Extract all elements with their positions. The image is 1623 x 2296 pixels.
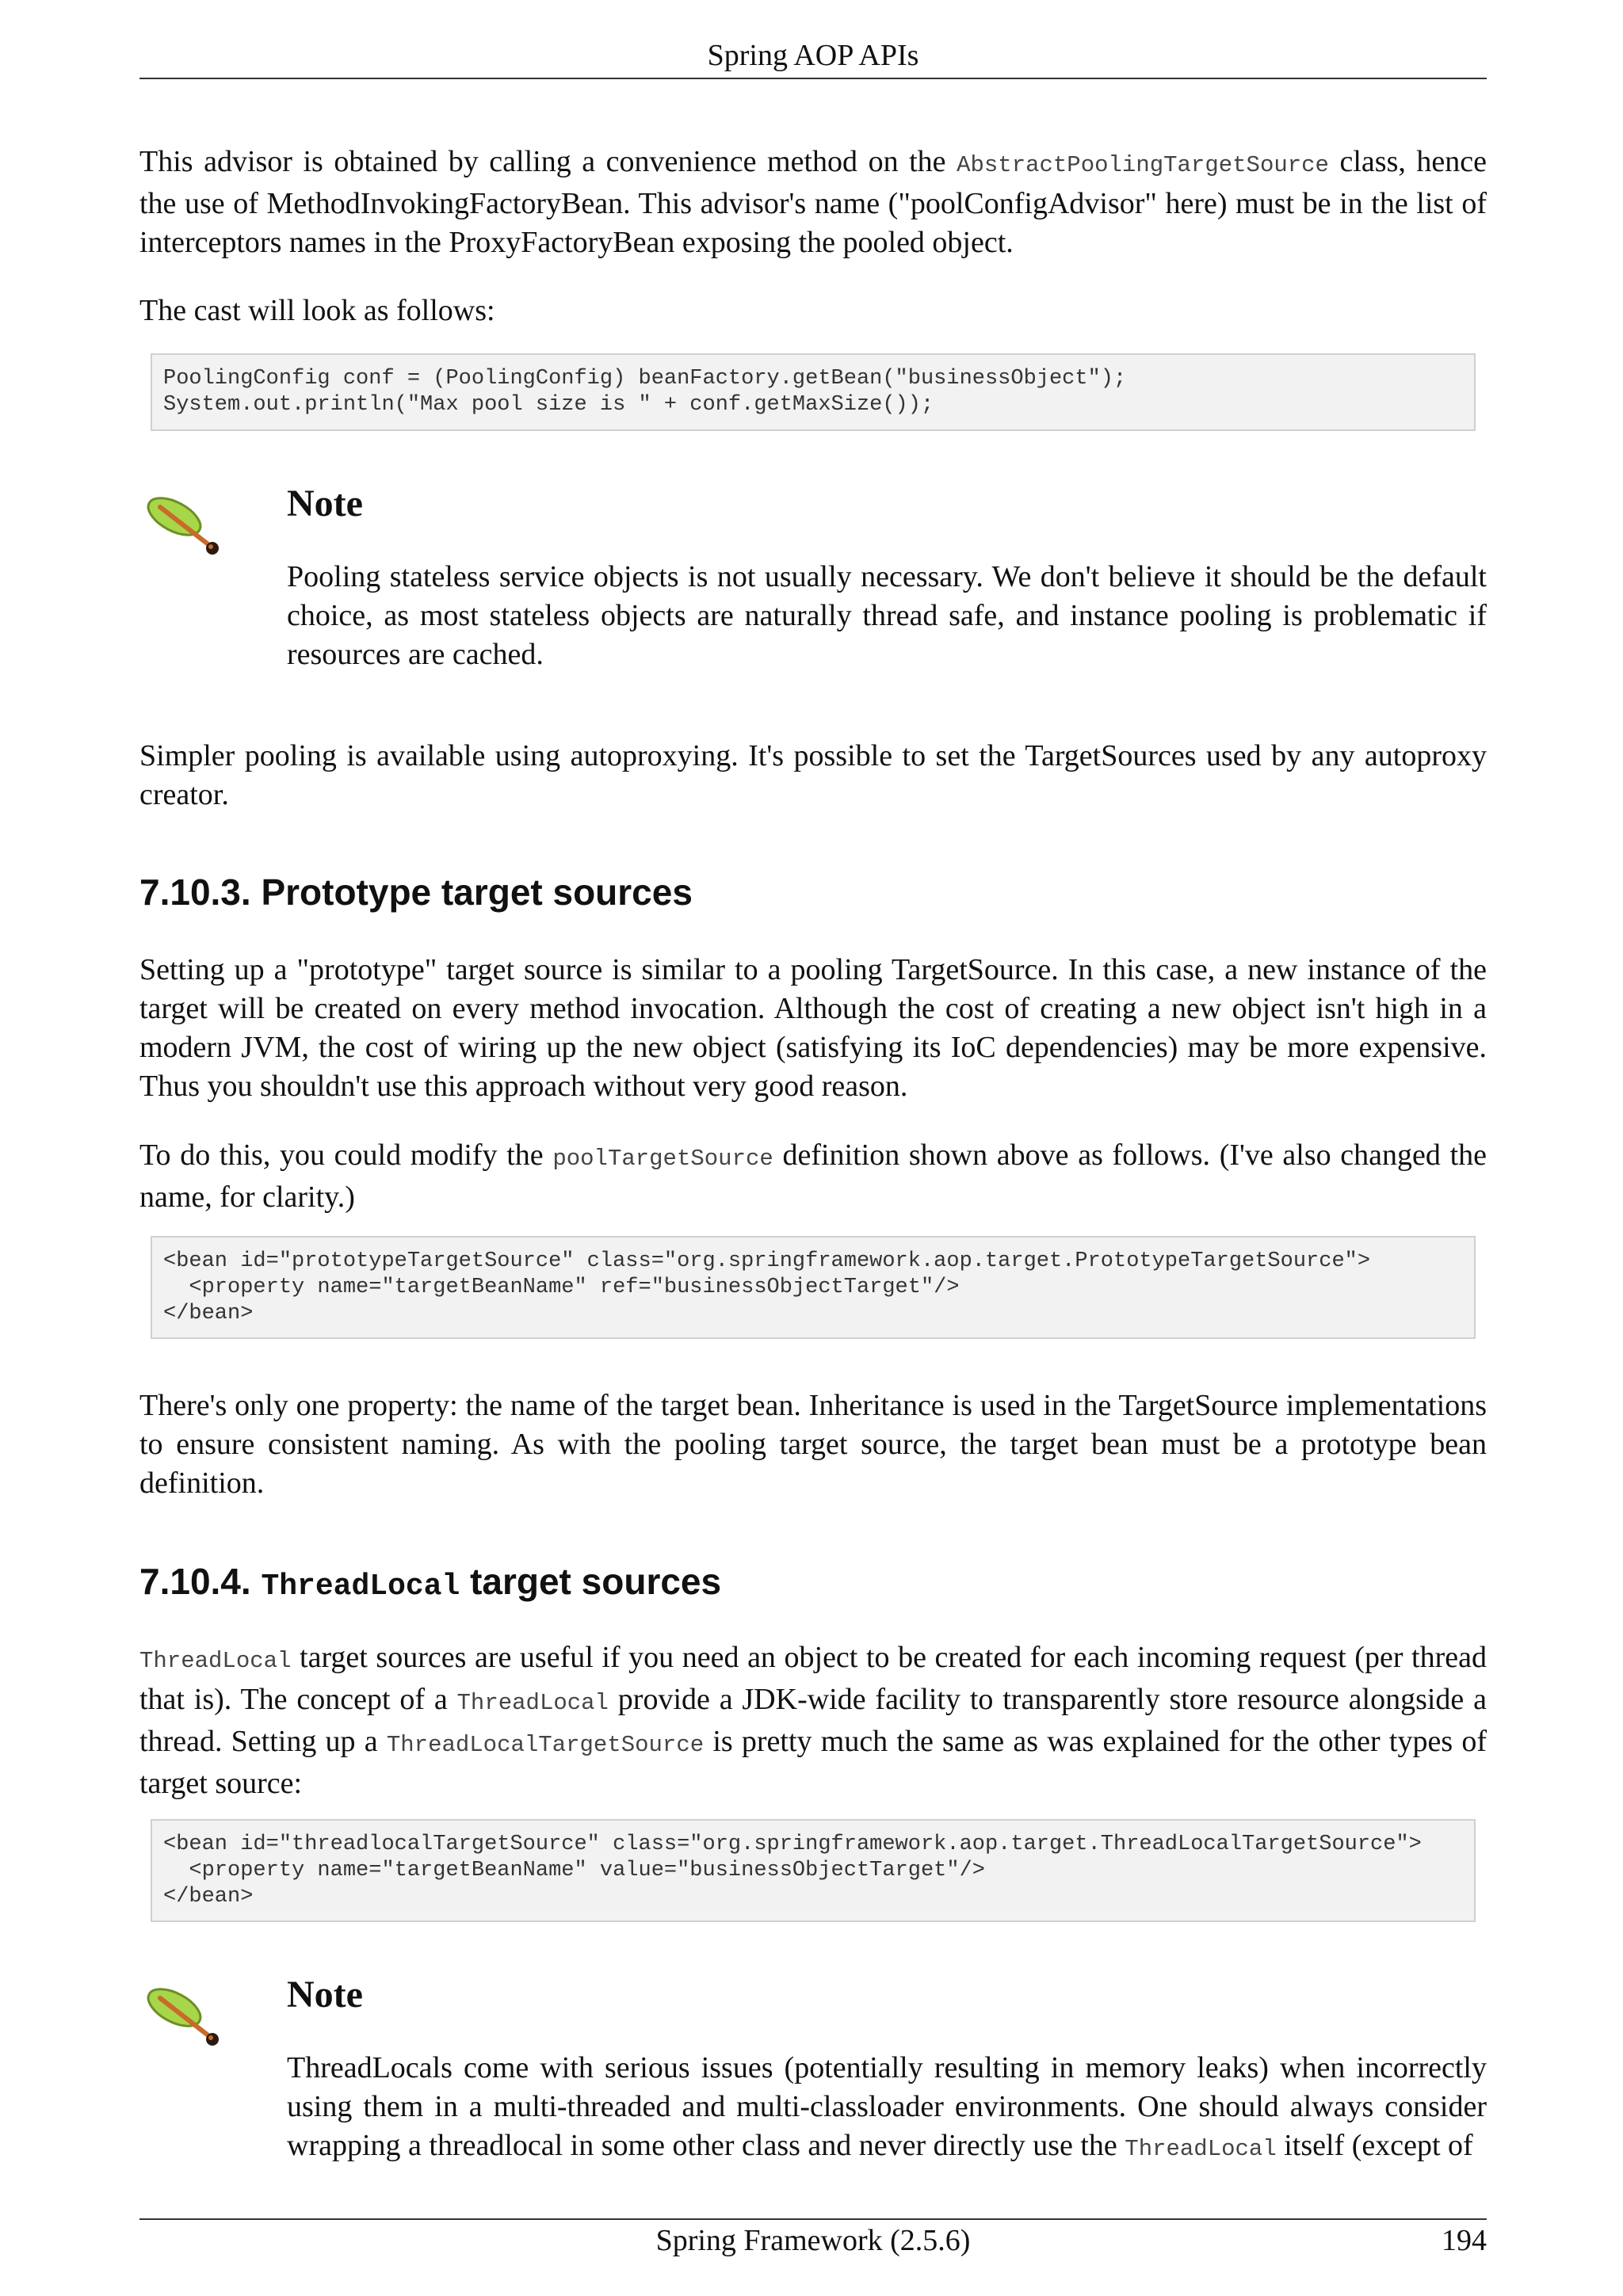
section-heading-7-10-4 (139, 1558, 721, 1611)
section-heading-7-10-3: 7.10.3. Prototype target sources (139, 871, 693, 913)
text: itself (except of (1276, 2129, 1473, 2162)
paragraph-one-property: There's only one property: the name of the target bean. Inheritance is used in the TargetSource implementations to ensure consistent naming. As with the pooling target source, the target bean must be a prototype bean definition. (139, 1389, 1487, 1500)
note-text: Pooling stateless service objects is not usually necessary. We don't believe it should be the default choice, as most stateless objects are naturally thread safe, and instance pooling is problematic if resources are cached. (287, 560, 1487, 671)
text: ThreadLocals come with serious issues (potentially resulting in memory leaks) when incorrectly using them in a multi-threaded and multi-classloader environments. One should always consider wrapping a threadlocal in some other class and never directly use the (287, 2051, 1487, 2162)
heading-text: target sources (460, 1561, 722, 1602)
note-leaf-icon (143, 1984, 225, 2052)
text: definition shown above as follows. (I've also changed the name, for clarity.) (139, 1138, 1487, 1214)
page-header: Spring AOP APIs (707, 39, 919, 72)
note-text (287, 2049, 1487, 2168)
header-rule (139, 78, 1487, 79)
footer-title: Spring Framework (2.5.6) (655, 2224, 971, 2257)
text: class, hence the use of MethodInvokingFactoryBean. This advisor's name ("poolConfigAdvisor" here) must be in the list of interceptors names in the ProxyFactoryBean exposing the pooled object. (139, 145, 1487, 259)
text: provide a JDK-wide facility to transparently store resource alongside a thread. Setting up a (139, 1683, 1487, 1758)
paragraph-autoproxying: Simpler pooling is available using autoproxying. It's possible to set the TargetSources used by any autoproxy creator. (139, 739, 1487, 811)
inline-code: ThreadLocal (139, 1648, 292, 1674)
code-text: <bean id="prototypeTargetSource" class="org.springframework.aop.target.PrototypeTargetSource"> <property name="targetBeanName" ref="businessObjectTarget"/> </bean> (163, 1249, 1371, 1325)
page-number: 194 (1442, 2224, 1487, 2257)
text: is pretty much the same as was explained for the other types of target source: (139, 1725, 1487, 1800)
code-block-cast (151, 353, 1476, 431)
paragraph-threadlocal (139, 1638, 1487, 1803)
paragraph-prototype: Setting up a "prototype" target source is similar to a pooling TargetSource. In this case, a new instance of the target will be created on every method invocation. Although the cost of creating a new object isn't high in a modern JVM, the cost of wiring up the new object (satisfying its IoC dependencies) may be more expensive. Thus you shouldn't use this approach without very good reason. (139, 953, 1487, 1103)
paragraph-modify (139, 1136, 1487, 1217)
inline-code: AbstractPoolingTargetSource (957, 152, 1329, 178)
note-title: Note (287, 1974, 363, 2016)
code-text: <bean id="threadlocalTargetSource" class="org.springframework.aop.target.ThreadLocalTargetSource"> <property name="targetBeanName" value="businessObjectTarget"/> </bean> (163, 1833, 1422, 1909)
inline-code: ThreadLocal (456, 1690, 609, 1716)
paragraph-advisor (139, 143, 1487, 262)
inline-code: poolTargetSource (552, 1146, 773, 1172)
code-text: PoolingConfig conf = (PoolingConfig) beanFactory.getBean("businessObject"); System.out.println("Max pool size is " + conf.getMaxSize()); (163, 367, 1127, 417)
paragraph-cast: The cast will look as follows: (139, 294, 495, 327)
heading-number: 7.10.4. (139, 1561, 262, 1602)
note-leaf-icon (143, 493, 225, 561)
text: This advisor is obtained by calling a convenience method on the (139, 145, 957, 178)
code-block-threadlocal (151, 1819, 1476, 1922)
code-block-prototype (151, 1236, 1476, 1339)
heading-code: ThreadLocal (261, 1569, 460, 1604)
text: To do this, you could modify the (139, 1138, 553, 1172)
note-title: Note (287, 482, 363, 524)
inline-code: ThreadLocal (1125, 2136, 1277, 2162)
inline-code: ThreadLocalTargetSource (386, 1732, 705, 1758)
text: target sources are useful if you need an object to be created for each incoming request (per thread that is). The concept of a (139, 1641, 1487, 1716)
